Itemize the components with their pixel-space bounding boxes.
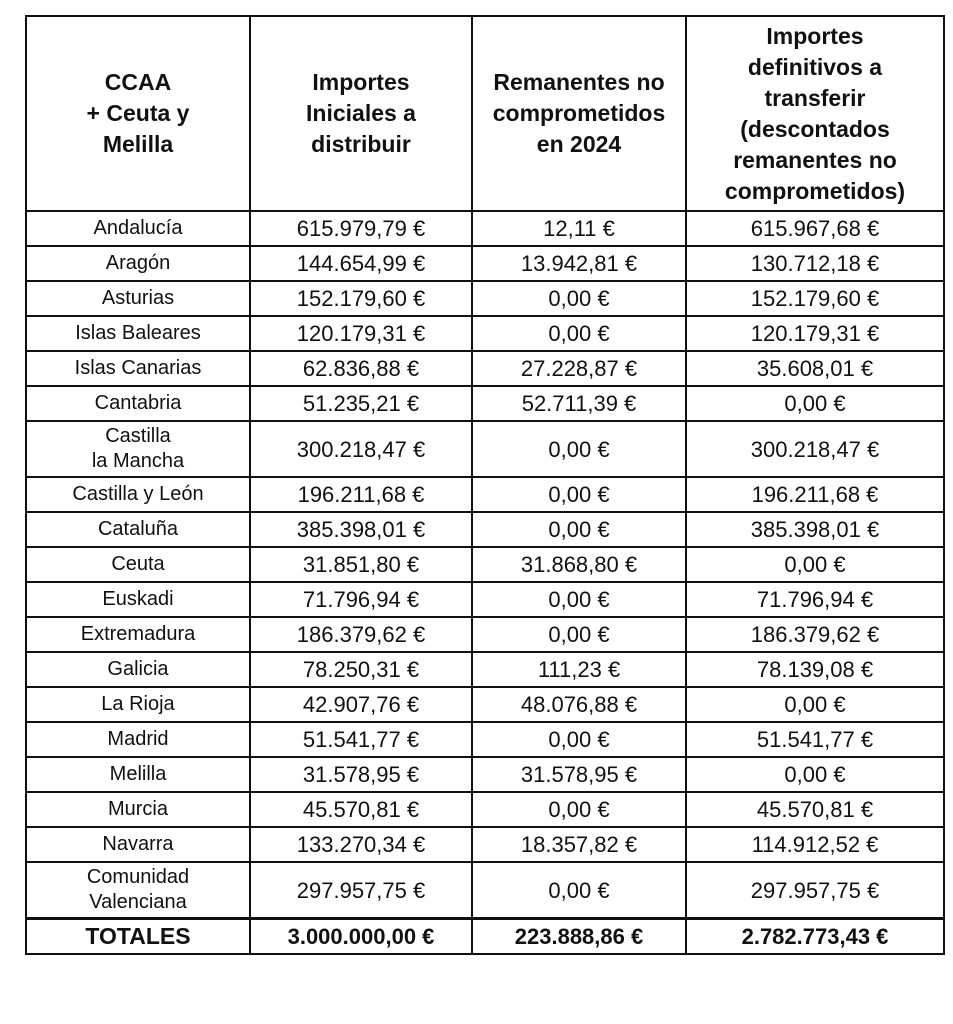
- remaining-amount-cell: 52.711,39 €: [472, 386, 686, 421]
- region-cell: Islas Baleares: [26, 316, 250, 351]
- final-amount-cell: 186.379,62 €: [686, 617, 944, 652]
- initial-amount-cell: 385.398,01 €: [250, 512, 472, 547]
- region-cell: Extremadura: [26, 617, 250, 652]
- region-cell: Murcia: [26, 792, 250, 827]
- table-row: [26, 757, 944, 792]
- final-amount-cell: 0,00 €: [686, 687, 944, 722]
- initial-amount-cell: 196.211,68 €: [250, 477, 472, 512]
- initial-amount-cell: 45.570,81 €: [250, 792, 472, 827]
- region-cell: Cataluña: [26, 512, 250, 547]
- final-amount-cell: 51.541,77 €: [686, 722, 944, 757]
- table-row: [26, 792, 944, 827]
- region-cell: Galicia: [26, 652, 250, 687]
- remaining-amount-cell: 18.357,82 €: [472, 827, 686, 862]
- region-cell: Ceuta: [26, 547, 250, 582]
- initial-amount-cell: 31.851,80 €: [250, 547, 472, 582]
- totals-row: [26, 919, 944, 955]
- final-amount-cell: 45.570,81 €: [686, 792, 944, 827]
- table-row: [26, 421, 944, 477]
- header-remaining-amounts: Remanentes no comprometidos en 2024: [472, 16, 686, 211]
- table-body: [26, 211, 944, 919]
- totals-initial: 3.000.000,00 €: [250, 919, 472, 955]
- final-amount-cell: 71.796,94 €: [686, 582, 944, 617]
- table-row: [26, 652, 944, 687]
- remaining-amount-cell: 0,00 €: [472, 862, 686, 919]
- initial-amount-cell: 31.578,95 €: [250, 757, 472, 792]
- remaining-amount-cell: 0,00 €: [472, 582, 686, 617]
- table-row: [26, 547, 944, 582]
- totals-remaining: 223.888,86 €: [472, 919, 686, 955]
- final-amount-cell: 0,00 €: [686, 757, 944, 792]
- table-row: [26, 211, 944, 246]
- initial-amount-cell: 42.907,76 €: [250, 687, 472, 722]
- region-cell: Melilla: [26, 757, 250, 792]
- region-cell: Navarra: [26, 827, 250, 862]
- region-cell: La Rioja: [26, 687, 250, 722]
- initial-amount-cell: 300.218,47 €: [250, 421, 472, 477]
- table-row: [26, 246, 944, 281]
- region-cell: Aragón: [26, 246, 250, 281]
- region-cell: Comunidad Valenciana: [26, 862, 250, 919]
- remaining-amount-cell: 0,00 €: [472, 477, 686, 512]
- remaining-amount-cell: 31.578,95 €: [472, 757, 686, 792]
- remaining-amount-cell: 27.228,87 €: [472, 351, 686, 386]
- totals-label: TOTALES: [26, 919, 250, 955]
- remaining-amount-cell: 111,23 €: [472, 652, 686, 687]
- remaining-amount-cell: 0,00 €: [472, 281, 686, 316]
- remaining-amount-cell: 12,11 €: [472, 211, 686, 246]
- region-cell: Asturias: [26, 281, 250, 316]
- region-cell: Andalucía: [26, 211, 250, 246]
- initial-amount-cell: 120.179,31 €: [250, 316, 472, 351]
- initial-amount-cell: 615.979,79 €: [250, 211, 472, 246]
- final-amount-cell: 0,00 €: [686, 386, 944, 421]
- final-amount-cell: 385.398,01 €: [686, 512, 944, 547]
- initial-amount-cell: 133.270,34 €: [250, 827, 472, 862]
- initial-amount-cell: 144.654,99 €: [250, 246, 472, 281]
- initial-amount-cell: 78.250,31 €: [250, 652, 472, 687]
- region-cell: Madrid: [26, 722, 250, 757]
- final-amount-cell: 300.218,47 €: [686, 421, 944, 477]
- region-cell: Islas Canarias: [26, 351, 250, 386]
- table-row: [26, 722, 944, 757]
- remaining-amount-cell: 0,00 €: [472, 617, 686, 652]
- remaining-amount-cell: 0,00 €: [472, 316, 686, 351]
- final-amount-cell: 297.957,75 €: [686, 862, 944, 919]
- table-row: [26, 512, 944, 547]
- initial-amount-cell: 62.836,88 €: [250, 351, 472, 386]
- final-amount-cell: 0,00 €: [686, 547, 944, 582]
- header-initial-amounts: Importes Iniciales a distribuir: [250, 16, 472, 211]
- final-amount-cell: 78.139,08 €: [686, 652, 944, 687]
- remaining-amount-cell: 13.942,81 €: [472, 246, 686, 281]
- table-row: [26, 477, 944, 512]
- table-row: [26, 281, 944, 316]
- initial-amount-cell: 51.235,21 €: [250, 386, 472, 421]
- table-row: [26, 617, 944, 652]
- initial-amount-cell: 71.796,94 €: [250, 582, 472, 617]
- table-row: [26, 862, 944, 919]
- final-amount-cell: 615.967,68 €: [686, 211, 944, 246]
- final-amount-cell: 114.912,52 €: [686, 827, 944, 862]
- remaining-amount-cell: 0,00 €: [472, 421, 686, 477]
- table-row: [26, 386, 944, 421]
- remaining-amount-cell: 0,00 €: [472, 722, 686, 757]
- final-amount-cell: 35.608,01 €: [686, 351, 944, 386]
- region-cell: Euskadi: [26, 582, 250, 617]
- header-region: CCAA + Ceuta y Melilla: [26, 16, 250, 211]
- final-amount-cell: 120.179,31 €: [686, 316, 944, 351]
- region-cell: Castilla la Mancha: [26, 421, 250, 477]
- region-cell: Cantabria: [26, 386, 250, 421]
- remaining-amount-cell: 0,00 €: [472, 512, 686, 547]
- table-row: [26, 827, 944, 862]
- initial-amount-cell: 51.541,77 €: [250, 722, 472, 757]
- final-amount-cell: 152.179,60 €: [686, 281, 944, 316]
- header-final-amounts: Importes definitivos a transferir (descontados remanentes no comprometidos): [686, 16, 944, 211]
- remaining-amount-cell: 31.868,80 €: [472, 547, 686, 582]
- table-row: [26, 687, 944, 722]
- table-row: [26, 351, 944, 386]
- totals-final: 2.782.773,43 €: [686, 919, 944, 955]
- final-amount-cell: 196.211,68 €: [686, 477, 944, 512]
- remaining-amount-cell: 0,00 €: [472, 792, 686, 827]
- final-amount-cell: 130.712,18 €: [686, 246, 944, 281]
- remaining-amount-cell: 48.076,88 €: [472, 687, 686, 722]
- table-row: [26, 582, 944, 617]
- initial-amount-cell: 297.957,75 €: [250, 862, 472, 919]
- region-cell: Castilla y León: [26, 477, 250, 512]
- initial-amount-cell: 186.379,62 €: [250, 617, 472, 652]
- header-row: [26, 16, 944, 211]
- initial-amount-cell: 152.179,60 €: [250, 281, 472, 316]
- table-row: [26, 316, 944, 351]
- distribution-table: [25, 15, 945, 955]
